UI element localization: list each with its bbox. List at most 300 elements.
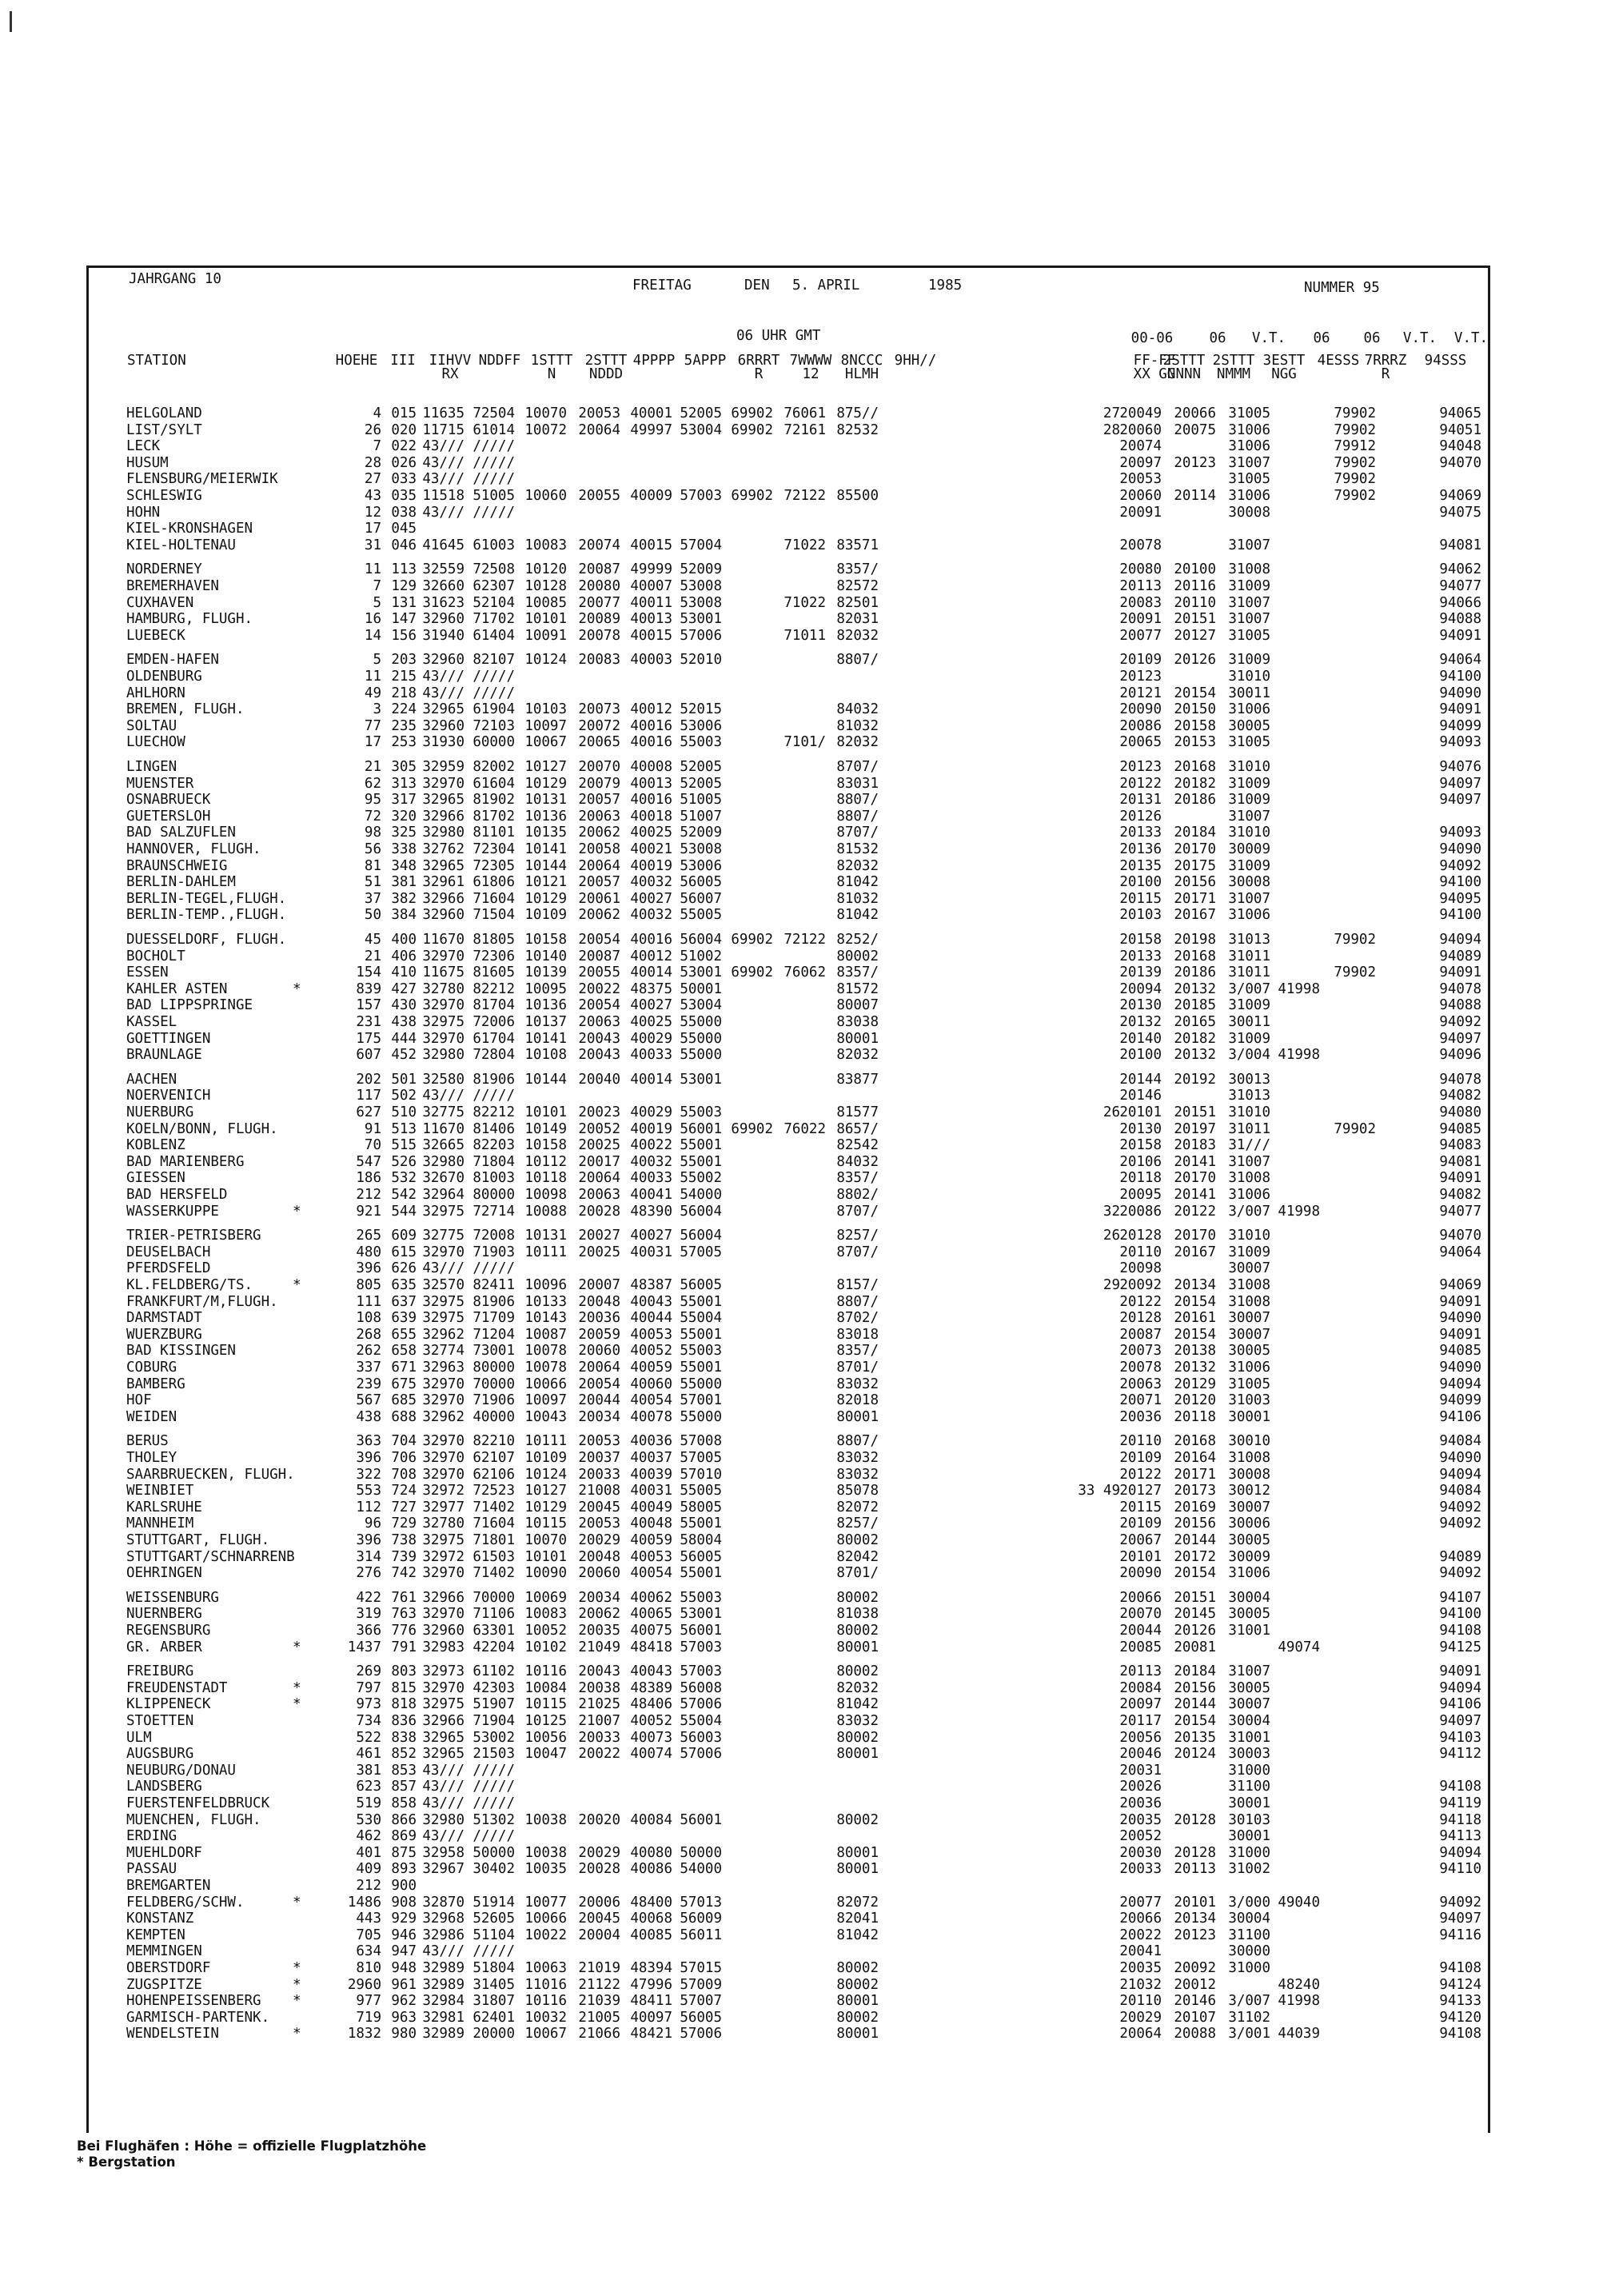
cell-nddff: ///// [473, 1260, 515, 1277]
cell-iihvv: 32960 [422, 652, 465, 669]
cell-2sttt-c: 20145 [1174, 1606, 1216, 1623]
cell-1sttt: 10043 [524, 1408, 567, 1425]
cell-6rrrt: 69902 [731, 405, 773, 421]
cell-2sttt: 20035 [578, 1623, 620, 1639]
cell-4pppp: 40068 [630, 1911, 672, 1927]
cell-iii: 803 [391, 1663, 417, 1680]
cell-nddff: 71906 [473, 1392, 515, 1409]
cell-name: GR. ARBER [126, 1639, 202, 1655]
table-row [89, 1376, 1488, 1392]
cell-2sttt-c: 20154 [1174, 1293, 1216, 1310]
cell-2sttt-c: 20154 [1174, 1326, 1216, 1343]
cell-iihvv: 32665 [422, 1137, 465, 1154]
cell-4pppp: 40029 [630, 1030, 672, 1047]
cell-nddff: 72006 [473, 1014, 515, 1030]
cell-5appp: 58004 [680, 1532, 722, 1548]
cell-nddff: 61503 [473, 1548, 515, 1565]
cell-2sttt: 20064 [578, 1170, 620, 1187]
cell-2sttt: 20074 [578, 537, 620, 553]
cell-7rrrz: 79902 [1334, 932, 1376, 948]
cell-5appp: 55001 [680, 1565, 722, 1582]
cell-nddff: 61904 [473, 701, 515, 718]
table-row [89, 628, 1488, 644]
cell-iii: 852 [391, 1746, 417, 1763]
cell-2sttt: 20053 [578, 405, 620, 421]
cell-name: LECK [126, 438, 161, 455]
cell-94sss: 94066 [1439, 594, 1481, 611]
cell-1sttt: 10097 [524, 1392, 567, 1409]
cell-8nccc: 82572 [836, 578, 879, 594]
cell-8nccc: 83571 [836, 537, 879, 553]
cell-name: GARMISCH-PARTENK. [126, 2009, 270, 2026]
cell-4pppp: 40053 [630, 1326, 672, 1343]
cell-3estt: 31006 [1228, 438, 1270, 455]
cell-2sttt-c: 20151 [1174, 611, 1216, 628]
cell-nddff: 61806 [473, 874, 515, 891]
cell-1sttt: 10088 [524, 1203, 567, 1220]
period-label: 06 [1363, 330, 1381, 346]
cell-7wwww: 76062 [784, 964, 826, 981]
cell-3estt: 31007 [1228, 537, 1270, 553]
cell-2sttt-b: 20066 [1119, 1589, 1162, 1606]
cell-2sttt-c: 20164 [1174, 1450, 1216, 1466]
cell-iihvv: 31940 [422, 627, 465, 644]
cell-hoehe: 401 [356, 1844, 381, 1861]
cell-5appp: 53006 [680, 717, 722, 734]
cell-5appp: 57001 [680, 1392, 722, 1409]
cell-8nccc: 83038 [836, 1014, 879, 1030]
cell-5appp: 55001 [680, 1326, 722, 1343]
cell-name: DEUSELBACH [126, 1244, 211, 1260]
table-row [89, 1993, 1488, 2009]
cell-4pppp: 40031 [630, 1244, 672, 1260]
cell-2sttt-c: 20101 [1174, 1894, 1216, 1911]
cell-1sttt: 10103 [524, 701, 567, 718]
table-row [89, 1483, 1488, 1499]
cell-5appp: 57015 [680, 1960, 722, 1976]
cell-4pppp: 40019 [630, 1120, 672, 1137]
cell-nddff: 71804 [473, 1153, 515, 1170]
table-row [89, 1696, 1488, 1712]
cell-5appp: 55001 [680, 1153, 722, 1170]
cell-94sss: 94076 [1439, 759, 1481, 775]
cell-8nccc: 80001 [836, 1861, 879, 1878]
cell-3estt: 30003 [1228, 1746, 1270, 1763]
cell-name: GIESSEN [126, 1170, 185, 1187]
cell-nddff: 60000 [473, 734, 515, 751]
cell-hoehe: 51 [364, 874, 381, 891]
cell-2sttt: 20025 [578, 1244, 620, 1260]
cell-name: KAHLER ASTEN [126, 980, 228, 997]
cell-3estt: 31009 [1228, 857, 1270, 874]
cell-94sss: 94097 [1439, 1713, 1481, 1729]
cell-nddff: 82210 [473, 1433, 515, 1450]
table-row [89, 669, 1488, 685]
cell-2sttt: 20063 [578, 1187, 620, 1203]
cell-2sttt-c: 20122 [1174, 1203, 1216, 1220]
cell-name: MUENCHEN, FLUGH. [126, 1811, 261, 1828]
cell-2sttt: 20062 [578, 825, 620, 841]
cell-1sttt: 10078 [524, 1360, 567, 1376]
cell-2sttt: 21019 [578, 1960, 620, 1976]
cell-8nccc: 80007 [836, 997, 879, 1014]
cell-5appp: 56009 [680, 1911, 722, 1927]
cell-2sttt-b: 20094 [1119, 980, 1162, 997]
cell-7wwww: 72122 [784, 932, 826, 948]
cell-3estt: 31008 [1228, 1277, 1270, 1293]
cell-hoehe: 72 [364, 808, 381, 825]
cell-name: HOHN [126, 504, 161, 521]
cell-5appp: 57003 [680, 1663, 722, 1680]
cell-2sttt-c: 20197 [1174, 1120, 1216, 1137]
cell-2sttt-c: 20170 [1174, 1228, 1216, 1244]
table-row [89, 1680, 1488, 1696]
cell-2sttt: 20061 [578, 890, 620, 907]
cell-name: HOHENPEISSENBERG [126, 1993, 261, 2010]
cell-hoehe: 27 [364, 471, 381, 488]
cell-nddff: 30402 [473, 1861, 515, 1878]
cell-iii: 858 [391, 1795, 417, 1811]
cell-2sttt-b: 20031 [1119, 1762, 1162, 1779]
cell-hoehe: 111 [356, 1293, 381, 1310]
cell-iii: 129 [391, 578, 417, 594]
table-row [89, 537, 1488, 553]
cell-iihvv: 32989 [422, 1976, 465, 1993]
cell-4pppp: 40036 [630, 1433, 672, 1450]
cell-hoehe: 462 [356, 1828, 381, 1845]
cell-iii: 113 [391, 561, 417, 578]
cell-2sttt: 20007 [578, 1277, 620, 1293]
cell-4esss: 41998 [1278, 980, 1320, 997]
cell-name: BAD KISSINGEN [126, 1343, 236, 1360]
cell-1sttt: 10072 [524, 421, 567, 438]
cell-nddff: 72103 [473, 717, 515, 734]
cell-2sttt-c: 20184 [1174, 825, 1216, 841]
cell-2sttt-c: 20182 [1174, 775, 1216, 792]
cell-7rrrz: 79902 [1334, 964, 1376, 981]
cell-2sttt-b: 20087 [1119, 1326, 1162, 1343]
cell-iii: 532 [391, 1170, 417, 1187]
cell-4esss: 49040 [1278, 1894, 1320, 1911]
table-row [89, 1663, 1488, 1679]
cell-nddff: ///// [473, 1943, 515, 1960]
cell-iii: 046 [391, 537, 417, 553]
cell-iii: 526 [391, 1153, 417, 1170]
cell-2sttt-c: 20088 [1174, 2026, 1216, 2042]
cell-iii: 836 [391, 1713, 417, 1729]
cell-94sss: 94106 [1439, 1696, 1481, 1713]
cell-iihvv: 43/// [422, 504, 465, 521]
cell-nddff: 61704 [473, 1030, 515, 1047]
cell-iihvv: 43/// [422, 454, 465, 471]
cell-2sttt-b: 20092 [1119, 1277, 1162, 1293]
cell-2sttt-b: 20052 [1119, 1828, 1162, 1845]
cell-2sttt: 20043 [578, 1663, 620, 1680]
table-row [89, 874, 1488, 890]
cell-5appp: 56005 [680, 1548, 722, 1565]
cell-2sttt-b: 20122 [1119, 1293, 1162, 1310]
cell-5appp: 57003 [680, 488, 722, 504]
cell-2sttt-b: 20144 [1119, 1071, 1162, 1088]
table-row [89, 1187, 1488, 1203]
table-row [89, 997, 1488, 1013]
cell-3estt: 30005 [1228, 1343, 1270, 1360]
cell-4pppp: 48389 [630, 1679, 672, 1696]
cell-iihvv: 32580 [422, 1071, 465, 1088]
cell-name: BREMGARTEN [126, 1878, 211, 1894]
cell-3estt: 30006 [1228, 1515, 1270, 1532]
cell-name: BAD SALZUFLEN [126, 825, 236, 841]
cell-5appp: 55000 [680, 1376, 722, 1392]
cell-2sttt: 20083 [578, 652, 620, 669]
cell-94sss: 94118 [1439, 1811, 1481, 1828]
cell-3estt: 31000 [1228, 1762, 1270, 1779]
cell-8nccc: 80001 [836, 1639, 879, 1655]
cell-1sttt: 10129 [524, 1499, 567, 1515]
cell-name: PFERDSFELD [126, 1260, 211, 1277]
cell-4esss: 48240 [1278, 1976, 1320, 1993]
cell-5appp: 53008 [680, 841, 722, 857]
cell-hoehe: 3 [373, 701, 381, 718]
cell-name: NUERBURG [126, 1104, 194, 1120]
cell-3estt: 31008 [1228, 561, 1270, 578]
cell-nddff: 81902 [473, 792, 515, 809]
table-row [89, 1170, 1488, 1186]
cell-iii: 946 [391, 1927, 417, 1943]
cell-iihvv: 32975 [422, 1532, 465, 1548]
cell-3estt: 31007 [1228, 611, 1270, 628]
col-header-hoehe: HOEHE [335, 353, 378, 369]
table-row [89, 776, 1488, 792]
cell-2sttt-c: 20120 [1174, 1392, 1216, 1409]
cell-94sss: 94062 [1439, 561, 1481, 578]
cell-hoehe: 70 [364, 1137, 381, 1154]
cell-5appp: 56011 [680, 1927, 722, 1943]
cell-nddff: 80000 [473, 1360, 515, 1376]
cell-iii: 655 [391, 1326, 417, 1343]
cell-2sttt-b: 20100 [1119, 1047, 1162, 1064]
cell-3estt: 31013 [1228, 932, 1270, 948]
cell-4pppp: 40078 [630, 1408, 672, 1425]
cell-2sttt: 20053 [578, 1433, 620, 1450]
cell-iihvv: 32774 [422, 1343, 465, 1360]
cell-1sttt: 10101 [524, 611, 567, 628]
cell-8nccc: 81038 [836, 1606, 879, 1623]
cell-4pppp: 49997 [630, 421, 672, 438]
cell-nddff: 81406 [473, 1120, 515, 1137]
cell-iihvv: 32966 [422, 1589, 465, 1606]
cell-hoehe: 322 [356, 1466, 381, 1483]
cell-iihvv: 32959 [422, 759, 465, 775]
cell-name: KONSTANZ [126, 1911, 194, 1927]
cell-name: WENDELSTEIN [126, 2026, 219, 2042]
cell-2sttt-b: 20030 [1119, 1844, 1162, 1861]
cell-3estt: 30007 [1228, 1326, 1270, 1343]
cell-name: CUXHAVEN [126, 594, 194, 611]
col-header-3estt: 3ESTT NGG [1262, 353, 1306, 382]
cell-hoehe: 28 [364, 454, 381, 471]
cell-4esss: 41998 [1278, 1047, 1320, 1064]
cell-iii: 639 [391, 1310, 417, 1327]
cell-iihvv: 32970 [422, 1392, 465, 1409]
cell-nddff: ///// [473, 471, 515, 488]
table-row [89, 1911, 1488, 1927]
cell-2sttt-b: 20146 [1119, 1088, 1162, 1104]
cell-2sttt: 21025 [578, 1696, 620, 1713]
cell-iii: 338 [391, 841, 417, 857]
cell-hoehe: 5 [373, 594, 381, 611]
cell-5appp: 53001 [680, 964, 722, 981]
cell-2sttt-c: 20154 [1174, 1565, 1216, 1582]
cell-iii: 637 [391, 1293, 417, 1310]
cell-iii: 857 [391, 1779, 417, 1795]
cell-hoehe: 461 [356, 1746, 381, 1763]
cell-7wwww: 71022 [784, 594, 826, 611]
cell-94sss: 94119 [1439, 1795, 1481, 1811]
table-row [89, 455, 1488, 471]
cell-8nccc: 80001 [836, 1844, 879, 1861]
cell-8nccc: 82501 [836, 594, 879, 611]
cell-4pppp: 40080 [630, 1844, 672, 1861]
cell-6rrrt: 69902 [731, 488, 773, 504]
cell-2sttt-b: 20091 [1119, 504, 1162, 521]
cell-2sttt: 20027 [578, 1228, 620, 1244]
cell-3estt: 31005 [1228, 405, 1270, 421]
cell-8nccc: 80002 [836, 1811, 879, 1828]
table-row [89, 611, 1488, 627]
cell-8nccc: 82542 [836, 1137, 879, 1154]
cell-nddff: 63301 [473, 1623, 515, 1639]
table-row [89, 1960, 1488, 1976]
cell-iihvv: 32965 [422, 701, 465, 718]
cell-94sss: 94100 [1439, 669, 1481, 685]
cell-94sss: 94085 [1439, 1343, 1481, 1360]
cell-name: BAD LIPPSPRINGE [126, 997, 253, 1014]
cell-2sttt: 20045 [578, 1499, 620, 1515]
cell-3estt: 31001 [1228, 1729, 1270, 1746]
cell-2sttt-c: 20151 [1174, 1589, 1216, 1606]
cell-3estt: 31009 [1228, 792, 1270, 809]
cell-name: SAARBRUECKEN, FLUGH. [126, 1466, 295, 1483]
cell-8nccc: 8702/ [836, 1310, 879, 1327]
cell-1sttt: 10096 [524, 1277, 567, 1293]
cell-4pppp: 40025 [630, 1014, 672, 1030]
cell-4pppp: 40086 [630, 1861, 672, 1878]
cell-7wwww: 72122 [784, 488, 826, 504]
cell-iihvv: 31623 [422, 594, 465, 611]
table-row [89, 858, 1488, 874]
cell-8nccc: 80002 [836, 1729, 879, 1746]
cell-name: NORDERNEY [126, 561, 202, 578]
col-header-7rrrz: 7RRRZ R [1364, 353, 1407, 382]
cell-3estt: 30004 [1228, 1589, 1270, 1606]
cell-hoehe: 480 [356, 1244, 381, 1260]
cell-2sttt-b: 20118 [1119, 1170, 1162, 1187]
cell-2sttt: 20048 [578, 1293, 620, 1310]
cell-94sss: 94097 [1439, 1030, 1481, 1047]
cell-iii: 033 [391, 471, 417, 488]
cell-name: HANNOVER, FLUGH. [126, 841, 261, 857]
cell-2sttt-b: 20121 [1119, 685, 1162, 701]
cell-2sttt-b: 20128 [1119, 1310, 1162, 1327]
cell-iihvv: 32970 [422, 1606, 465, 1623]
cell-hoehe: 519 [356, 1795, 381, 1811]
cell-iihvv: 32970 [422, 997, 465, 1014]
cell-3estt: 3/004 [1228, 1047, 1270, 1064]
cell-2sttt-c: 20132 [1174, 1360, 1216, 1376]
cell-2sttt-b: 20133 [1119, 825, 1162, 841]
col-header-8nccc: 8NCCC HLMH [840, 353, 883, 382]
table-row [89, 1014, 1488, 1030]
cell-6rrrt: 69902 [731, 421, 773, 438]
cell-iihvv: 32964 [422, 1187, 465, 1203]
cell-5appp: 50001 [680, 980, 722, 997]
cell-iihvv: 32775 [422, 1228, 465, 1244]
cell-2sttt-c: 20116 [1174, 578, 1216, 594]
cell-4pppp: 40032 [630, 874, 672, 891]
cell-name: FRANKFURT/M,FLUGH. [126, 1293, 278, 1310]
cell-94sss: 94070 [1439, 1228, 1481, 1244]
cell-5appp: 55003 [680, 1589, 722, 1606]
cell-4pppp: 48394 [630, 1960, 672, 1976]
cell-iii: 961 [391, 1976, 417, 1993]
cell-4pppp: 47996 [630, 1976, 672, 1993]
cell-iihvv: 32958 [422, 1844, 465, 1861]
cell-iii: 400 [391, 932, 417, 948]
cell-hoehe: 175 [356, 1030, 381, 1047]
cell-iii: 776 [391, 1623, 417, 1639]
cell-iihvv: 32780 [422, 1515, 465, 1532]
cell-4pppp: 40032 [630, 907, 672, 924]
cell-name: SCHLESWIG [126, 488, 202, 504]
cell-8nccc: 8807/ [836, 1293, 879, 1310]
cell-5appp: 57008 [680, 1433, 722, 1450]
cell-iii: 671 [391, 1360, 417, 1376]
cell-2sttt: 20034 [578, 1589, 620, 1606]
cell-94sss: 94092 [1439, 1014, 1481, 1030]
cell-hoehe: 522 [356, 1729, 381, 1746]
cell-2sttt: 20080 [578, 578, 620, 594]
cell-1sttt: 10118 [524, 1170, 567, 1187]
cell-name: BOCHOLT [126, 948, 185, 964]
cell-3estt: 31006 [1228, 488, 1270, 504]
cell-1sttt: 10140 [524, 948, 567, 964]
cell-2sttt-b: 20091 [1119, 611, 1162, 628]
cell-name: HELGOLAND [126, 405, 202, 421]
cell-2sttt-b: 20065 [1119, 734, 1162, 751]
table-row [89, 1137, 1488, 1153]
cell-94sss: 94091 [1439, 1170, 1481, 1187]
cell-2sttt: 20029 [578, 1844, 620, 1861]
cell-2sttt-c: 20186 [1174, 964, 1216, 981]
cell-94sss: 94106 [1439, 1408, 1481, 1425]
cell-2sttt: 20036 [578, 1310, 620, 1327]
cell-3estt: 31100 [1228, 1927, 1270, 1943]
cell-4pppp: 40032 [630, 1153, 672, 1170]
table-row [89, 1795, 1488, 1811]
cell-name: PASSAU [126, 1861, 177, 1878]
cell-iihvv: 32980 [422, 1153, 465, 1170]
cell-name: BERUS [126, 1433, 169, 1450]
cell-94sss: 94090 [1439, 841, 1481, 857]
cell-hoehe: 31 [364, 537, 381, 553]
cell-2sttt-c: 20156 [1174, 1515, 1216, 1532]
cell-2sttt-b: 20077 [1119, 1894, 1162, 1911]
cell-1sttt: 10091 [524, 627, 567, 644]
cell-iihvv: 32983 [422, 1639, 465, 1655]
cell-1sttt: 10124 [524, 1466, 567, 1483]
cell-2sttt: 20055 [578, 964, 620, 981]
